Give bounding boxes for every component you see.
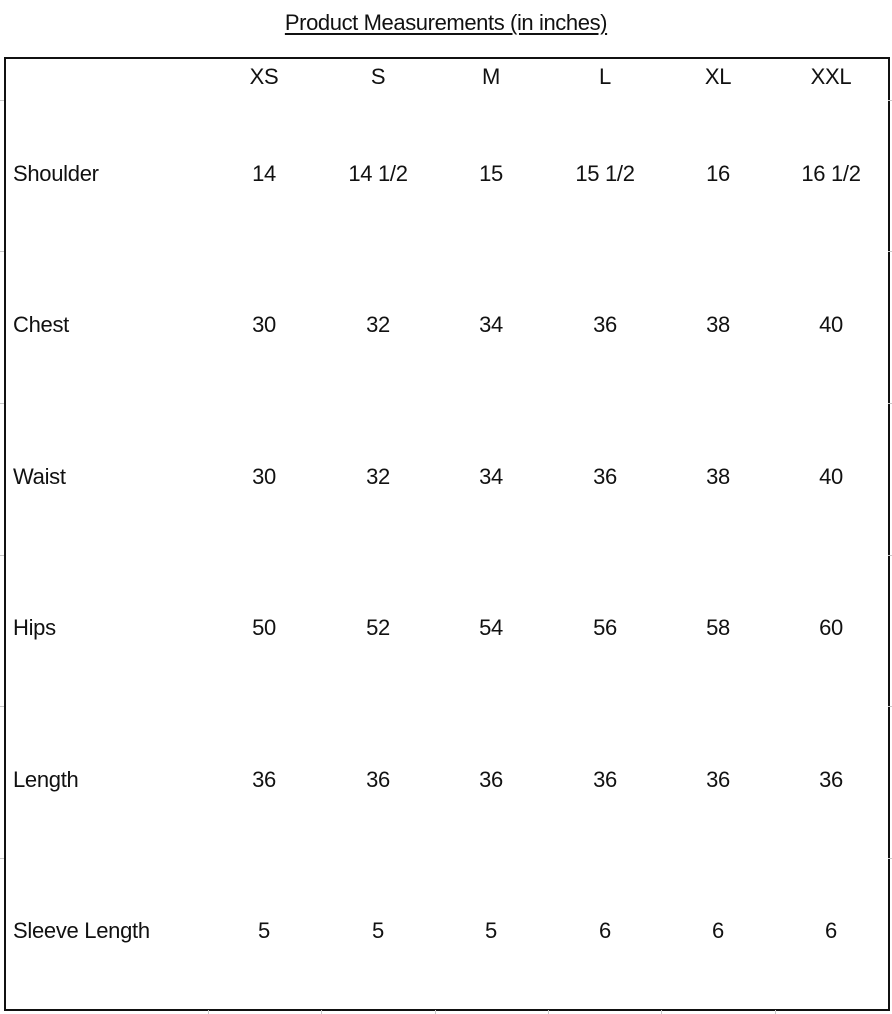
column-divider-tick — [321, 1010, 322, 1014]
measurement-cell: 6 — [712, 918, 724, 943]
measurement-cell: 15 — [479, 161, 503, 186]
measurement-cell: 36 — [706, 767, 730, 792]
row-divider-tick — [0, 100, 4, 101]
measurement-cell: 50 — [252, 615, 276, 640]
column-divider-tick — [661, 1010, 662, 1014]
page-title — [0, 8, 892, 38]
measurement-cell: 40 — [819, 312, 843, 337]
measurement-cell: 36 — [479, 767, 503, 792]
measurement-cell: 36 — [593, 464, 617, 489]
size-header: XS — [249, 64, 279, 89]
row-divider-tick — [888, 555, 892, 556]
measurement-cell: 30 — [252, 312, 276, 337]
measurement-cell: 60 — [819, 615, 843, 640]
row-label: Waist — [13, 464, 66, 489]
table-row-waist — [0, 462, 892, 502]
measurement-cell: 16 — [706, 161, 730, 186]
measurement-cell: 36 — [593, 312, 617, 337]
table-row-chest — [0, 310, 892, 350]
row-label: Hips — [13, 615, 56, 640]
table-row-length — [0, 765, 892, 805]
measurement-cell: 38 — [706, 312, 730, 337]
size-header: M — [481, 64, 501, 89]
page-title-text: Product Measurements (in inches) — [284, 10, 608, 35]
measurement-cell: 36 — [593, 767, 617, 792]
table-row-sleeve-length — [0, 916, 892, 956]
measurement-cell: 5 — [258, 918, 270, 943]
row-label: Sleeve Length — [13, 918, 150, 943]
measurement-cell: 36 — [819, 767, 843, 792]
row-divider-tick — [0, 403, 4, 404]
size-header: XL — [704, 64, 732, 89]
row-label: Length — [13, 767, 79, 792]
measurement-cell: 6 — [825, 918, 837, 943]
column-divider-tick — [435, 1010, 436, 1014]
measurement-cell: 36 — [252, 767, 276, 792]
measurement-cell: 52 — [366, 615, 390, 640]
table-row-hips — [0, 613, 892, 653]
row-divider-tick — [888, 858, 892, 859]
row-divider-tick — [0, 706, 4, 707]
row-divider-tick — [0, 858, 4, 859]
measurement-cell: 5 — [372, 918, 384, 943]
row-divider-tick — [0, 555, 4, 556]
measurement-cell: 14 — [252, 161, 276, 186]
row-label: Chest — [13, 312, 69, 337]
measurement-cell: 16 1/2 — [801, 161, 861, 186]
measurement-cell: 6 — [599, 918, 611, 943]
measurement-cell: 56 — [593, 615, 617, 640]
measurement-cell: 14 1/2 — [348, 161, 408, 186]
column-divider-tick — [775, 1010, 776, 1014]
table-row-shoulder — [0, 159, 892, 199]
row-divider-tick — [888, 100, 892, 101]
measurement-cell: 15 1/2 — [575, 161, 635, 186]
row-divider-tick — [888, 403, 892, 404]
column-divider-tick — [548, 1010, 549, 1014]
size-header: L — [599, 64, 611, 89]
measurement-cell: 32 — [366, 312, 390, 337]
size-chart-table — [4, 57, 890, 1011]
measurement-cell: 32 — [366, 464, 390, 489]
row-divider-tick — [888, 251, 892, 252]
measurement-cell: 34 — [479, 312, 503, 337]
measurement-cell: 38 — [706, 464, 730, 489]
size-header-row — [0, 62, 892, 92]
size-header: S — [370, 64, 386, 89]
measurement-cell: 40 — [819, 464, 843, 489]
measurement-cell: 30 — [252, 464, 276, 489]
measurement-cell: 36 — [366, 767, 390, 792]
size-header: XXL — [810, 64, 852, 89]
measurement-cell: 34 — [479, 464, 503, 489]
row-label: Shoulder — [13, 161, 99, 186]
measurement-cell: 5 — [485, 918, 497, 943]
row-divider-tick — [888, 706, 892, 707]
measurement-cell: 58 — [706, 615, 730, 640]
row-divider-tick — [0, 251, 4, 252]
column-divider-tick — [208, 1010, 209, 1014]
measurement-cell: 54 — [479, 615, 503, 640]
